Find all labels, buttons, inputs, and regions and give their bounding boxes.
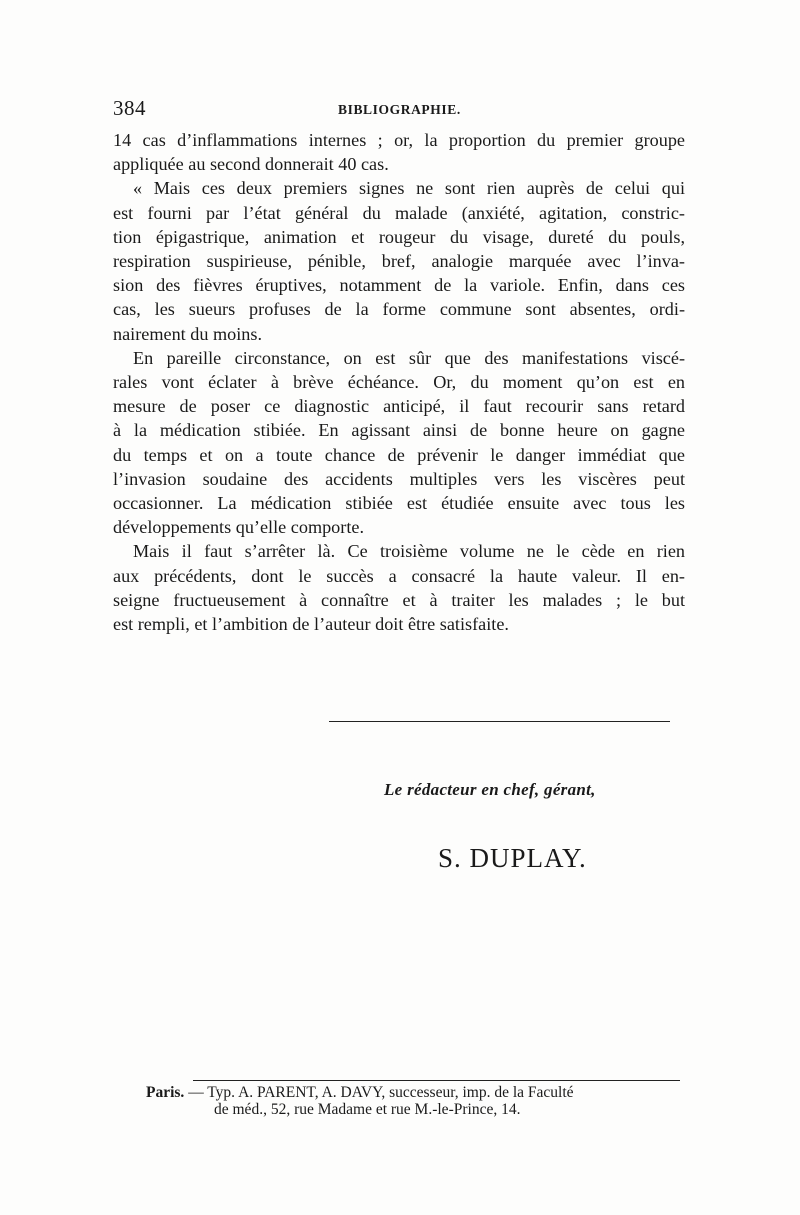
section-divider	[329, 721, 670, 722]
body-text	[113, 128, 685, 636]
paragraph-line: cas, les sueurs profuses de la forme commune sont absentes, ordi-	[113, 299, 685, 320]
imprint-printer: — Typ. A. PARENT, A. DAVY, successeur, imp. de la Faculté	[184, 1084, 574, 1101]
paragraph-line: du temps et on a toute chance de prévenir le danger immédiat que	[113, 444, 685, 465]
editor-name: S. DUPLAY.	[438, 843, 587, 873]
paragraph-line: développements qu’elle comporte.	[113, 517, 365, 538]
page-number: 384	[113, 96, 146, 120]
paragraph-line: l’invasion soudaine des accidents multiples vers les viscères peut	[113, 468, 685, 489]
editor-role: Le rédacteur en chef, gérant,	[384, 780, 596, 799]
paragraph-line: à la médication stibiée. En agissant ainsi de bonne heure on gagne	[113, 420, 685, 441]
imprint-city: Paris.	[146, 1084, 185, 1101]
paragraph-line: aux précédents, dont le succès a consacré la haute valeur. Il en-	[113, 565, 685, 586]
paragraph-line: seigne fructueusement à connaître et à traiter les malades ; le but	[113, 589, 685, 610]
paragraph-line: rales vont éclater à brève échéance. Or, du moment qu’on est en	[113, 372, 685, 393]
paragraph-line: « Mais ces deux premiers signes ne sont rien auprès de celui qui	[133, 178, 685, 199]
paragraph-line: est fourni par l’état général du malade (anxiété, agitation, constric-	[113, 202, 685, 223]
paragraph-line: En pareille circonstance, on est sûr que des manifestations viscé-	[133, 347, 685, 368]
paragraph-line: est rempli, et l’ambition de l’auteur doit être satisfaite.	[113, 614, 509, 635]
paragraph-line: Mais il faut s’arrêter là. Ce troisième volume ne le cède en rien	[133, 541, 685, 562]
paragraph-line: respiration suspirieuse, pénible, bref, analogie marquée avec l’inva-	[113, 251, 685, 272]
paragraph-line: 14 cas d’inflammations internes ; or, la proportion du premier groupe	[113, 130, 685, 150]
paragraph-line: nairement du moins.	[113, 323, 263, 344]
paragraph-line: sion des fièvres éruptives, notamment de la variole. Enfin, dans ces	[113, 275, 685, 296]
imprint-divider	[193, 1080, 680, 1081]
imprint-line-1	[146, 1084, 686, 1101]
printer-imprint	[146, 1084, 686, 1118]
page-header	[113, 96, 685, 126]
paragraph-line: occasionner. La médication stibiée est étudiée ensuite avec tous les	[113, 493, 685, 514]
paragraph-line: mesure de poser ce diagnostic anticipé, il faut recourir sans retard	[113, 396, 685, 417]
paragraph-line: appliquée au second donnerait 40 cas.	[113, 154, 389, 175]
imprint-line-2: de méd., 52, rue Madame et rue M.-le-Prince, 14.	[214, 1101, 521, 1118]
running-head: BIBLIOGRAPHIE.	[338, 102, 461, 117]
paragraph-line: tion épigastrique, animation et rougeur du visage, dureté du pouls,	[113, 226, 685, 247]
